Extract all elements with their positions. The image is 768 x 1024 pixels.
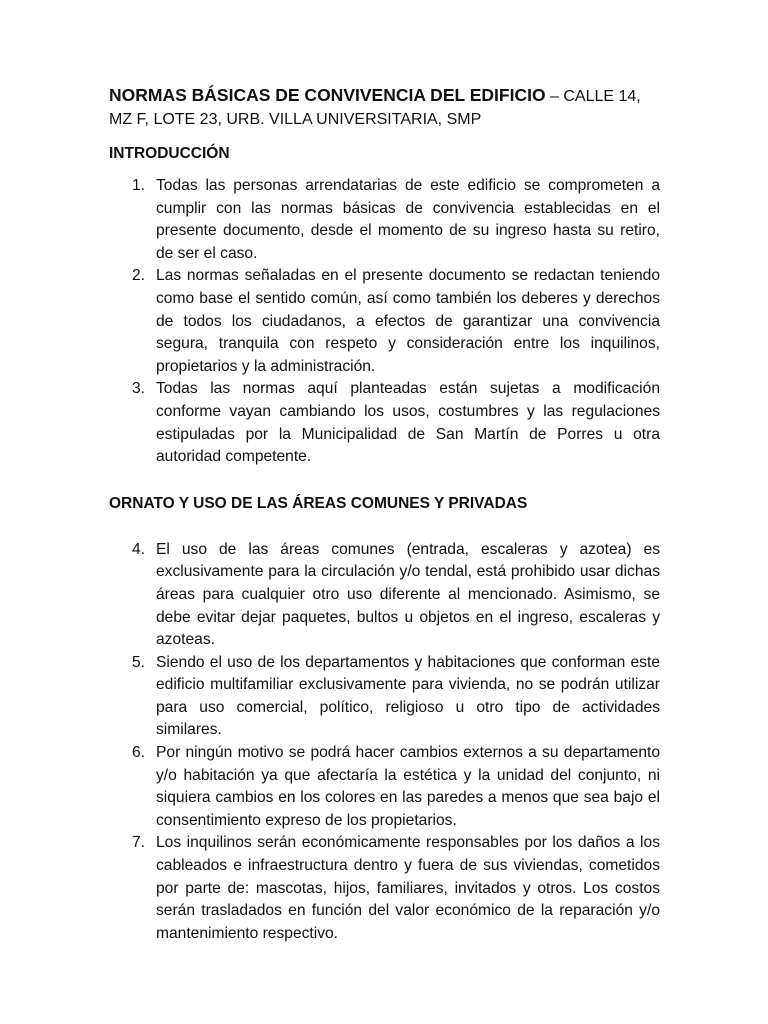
- introduccion-list: [109, 175, 660, 469]
- item-number: 7.: [132, 834, 146, 852]
- item-number: 2.: [132, 267, 146, 285]
- section-heading-introduccion: INTRODUCCIÓN: [109, 145, 230, 162]
- list-item: [109, 539, 660, 652]
- item-number: 4.: [132, 540, 146, 558]
- list-item: [109, 652, 660, 742]
- item-text: El uso de las áreas comunes (entrada, escaleras y azotea) es exclusivamente para la circulación y/o tendal, está prohibido usar dichas áreas para cualquier otro uso diferente al mencionado. Asimismo, se debe evitar dejar paquetes, bultos u objetos en el ingreso, escaleras y azoteas.: [156, 540, 660, 649]
- list-item: [109, 265, 660, 378]
- document-title-main: NORMAS BÁSICAS DE CONVIVENCIA DEL EDIFICIO: [109, 85, 546, 105]
- list-item: [109, 175, 660, 265]
- document-title-address: – CALLE 14, MZ F, LOTE 23, URB. VILLA UNIVERSITARIA, SMP: [109, 88, 641, 128]
- item-number: 5.: [132, 653, 146, 671]
- item-text: Siendo el uso de los departamentos y habitaciones que conforman este edificio multifamiliar exclusivamente para vivienda, no se podrán utilizar para uso comercial, político, religioso u otro tipo de actividades similares.: [156, 653, 660, 739]
- document-title: [109, 84, 660, 131]
- item-text: Todas las personas arrendatarias de este edificio se comprometen a cumplir con las normas básicas de convivencia establecidas en el presente documento, desde el momento de su ingreso hasta su retiro, de ser el caso.: [156, 177, 660, 262]
- section-heading-ornato: ORNATO Y USO DE LAS ÁREAS COMUNES Y PRIVADAS: [109, 494, 528, 512]
- item-text: Los inquilinos serán económicamente responsables por los daños a los cableados e infraestructura dentro y fuera de sus viviendas, cometidos por parte de: mascotas, hijos, familiares, invitados y otros. Los costos serán trasladados en función del valor económico de la reparación y/o mantenimiento respectivo.: [156, 834, 660, 942]
- item-text: Todas las normas aquí planteadas están sujetas a modificación conforme vayan cambiando los usos, costumbres y las regulaciones estipuladas por la Municipalidad de San Martín de Porres u otra autoridad competente.: [156, 380, 660, 466]
- list-item: [109, 832, 660, 945]
- item-number: 6.: [132, 744, 146, 762]
- item-number: 1.: [132, 177, 146, 194]
- item-number: 3.: [132, 380, 146, 398]
- list-item: [109, 378, 660, 468]
- item-text: Las normas señaladas en el presente documento se redactan teniendo como base el sentido común, así como también los deberes y derechos de todos los ciudadanos, a efectos de garantizar una convivencia segura, tranquila con respeto y consideración entre los inquilinos, propietarios y la administración.: [156, 267, 660, 375]
- item-text: Por ningún motivo se podrá hacer cambios externos a su departamento y/o habitación ya que afectaría la estética y la unidad del conjunto, ni siquiera cambios en los colores en las paredes a menos que sea bajo el consentimiento expreso de los propietarios.: [156, 744, 660, 829]
- list-item: [109, 742, 660, 832]
- ornato-list: [109, 539, 660, 946]
